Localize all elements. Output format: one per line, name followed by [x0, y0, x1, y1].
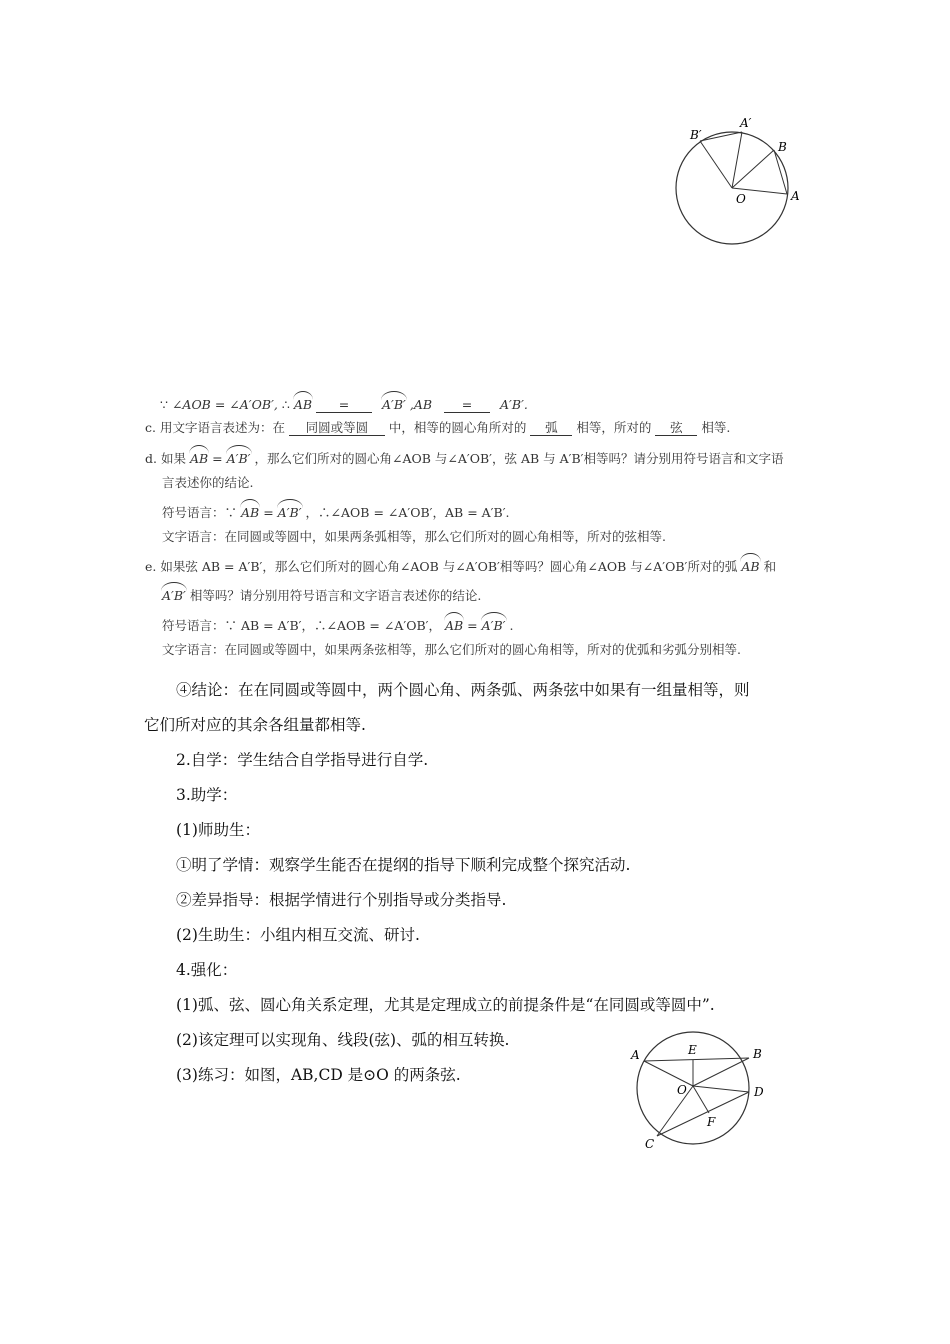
label-b: B [753, 1047, 762, 1061]
blank-arc-equal: = [316, 398, 372, 413]
item-e-line2 [162, 586, 481, 604]
radius-od [693, 1086, 749, 1092]
item-d-rest: ，那么它们所对的圆心角∠AOB 与∠A′OB′，弦 AB 与 A′B′相等吗？请分别用符号语言和文字语 [254, 451, 784, 466]
label-e: E [688, 1043, 697, 1057]
item-c-mid1: 中，相等的圆心角所对的 [388, 420, 527, 435]
chord-ab [644, 1058, 749, 1061]
line-because [160, 395, 528, 413]
equal-sign: = [212, 451, 223, 466]
chord-apbp-text: A′B′. [500, 397, 528, 412]
blank-chord: 弦 [655, 421, 697, 436]
item-c-end: 相等. [701, 420, 731, 435]
equal-sign: = [263, 505, 274, 520]
conclusion-line1: ④结论：在在同圆或等圆中，两个圆心角、两条弧、两条弦中如果有一组量相等，则 [176, 681, 750, 699]
segment-of [693, 1086, 709, 1113]
equal-sign: = [467, 618, 478, 633]
item-d-verbal: 文字语言：在同圆或等圆中，如果两条弧相等，那么它们所对的圆心角相等，所对的弦相等. [162, 529, 666, 544]
item-e-symbolic [162, 616, 513, 634]
label-o: O [736, 192, 746, 206]
arc-aprime-bprime: A′B′ [481, 618, 506, 633]
symbolic-rest: ，∴∠AOB = ∠A′OB′，AB = A′B′. [305, 505, 510, 520]
symbolic-prefix: 符号语言：∵ [162, 505, 238, 520]
chord-ab-text: ,AB [409, 397, 433, 412]
label-b-prime: B′ [690, 128, 702, 142]
radius-ob [693, 1058, 749, 1086]
arc-ab: AB [189, 451, 209, 466]
strengthen-title: 4.强化： [176, 961, 238, 979]
angle-equation: ∠AOB = ∠A′OB′, [171, 397, 278, 412]
label-b: B [778, 140, 787, 154]
item-d-prefix: d. 如果 [145, 451, 186, 466]
radius-oc [657, 1086, 693, 1136]
item-e-verbal: 文字语言：在同圆或等圆中，如果两条弦相等，那么它们所对的圆心角相等，所对的优弧和劣弧分别相等. [162, 642, 741, 657]
figure-two-chords [625, 1028, 775, 1153]
arc-ab: AB [293, 397, 313, 412]
item-c-mid2: 相等，所对的 [576, 420, 652, 435]
therefore-symbol: ∴ [281, 397, 290, 412]
blank-chord-equal: = [444, 398, 490, 413]
help-student: (2)生助生：小组内相互交流、研讨. [176, 926, 420, 944]
item-e-line1 [145, 557, 776, 575]
blank-same-circle: 同圆或等圆 [289, 421, 385, 436]
strengthen-2: (2)该定理可以实现角、线段(弦)、弧的相互转换. [176, 1031, 510, 1049]
label-a: A [631, 1048, 640, 1062]
self-study: 2.自学：学生结合自学指导进行自学. [176, 751, 429, 769]
label-a-prime: A′ [740, 116, 752, 130]
radius-ob [732, 150, 774, 188]
radius-oaprime [732, 132, 742, 188]
help-teacher-a: ①明了学情：观察学生能否在提纲的指导下顺利完成整个探究活动. [176, 856, 631, 874]
item-e-line1-prefix: e. 如果弦 AB = A′B′，那么它们所对的圆心角∠AOB 与∠A′OB′相等吗？圆心角∠AOB 与∠A′OB′所对的弧 [145, 559, 738, 574]
arc-aprime-bprime: A′B′ [162, 588, 186, 603]
symbolic-prefix: 符号语言：∵ AB = A′B′，∴∠AOB = ∠A′OB′， [162, 618, 441, 633]
arc-ab: AB [444, 618, 464, 633]
radius-obprime [700, 141, 732, 188]
arc-aprime-bprime: A′B′ [226, 451, 251, 466]
item-e-line2-rest: 相等吗？请分别用符号语言和文字语言表述你的结论. [189, 588, 482, 603]
help-title: 3.助学： [176, 786, 238, 804]
item-c [145, 418, 730, 436]
symbolic-end: . [509, 618, 514, 633]
chord-cd [657, 1092, 749, 1136]
arc-ab: AB [241, 505, 260, 520]
item-e-line1-end: 和 [763, 559, 777, 574]
label-a: A [791, 189, 800, 203]
item-d-line1 [145, 449, 784, 467]
strengthen-1: (1)弧、弦、圆心角关系定理，尤其是定理成立的前提条件是“在同圆或等圆中”. [176, 996, 715, 1014]
blank-arc: 弧 [530, 421, 572, 436]
help-teacher-b: ②差异指导：根据学情进行个别指导或分类指导. [176, 891, 507, 909]
arc-aprime-bprime: A′B′ [277, 505, 302, 520]
label-o: O [677, 1083, 687, 1097]
because-symbol: ∵ [160, 397, 168, 412]
figure-circle-arcs [660, 110, 820, 255]
item-d-line2: 言表述你的结论. [162, 475, 254, 490]
strengthen-3: (3)练习：如图，AB,CD 是⊙O 的两条弦. [176, 1066, 461, 1084]
item-c-prefix: c. 用文字语言表述为：在 [145, 420, 285, 435]
conclusion-line2: 它们所对应的其余各组量都相等. [144, 716, 366, 734]
help-teacher: (1)师助生： [176, 821, 260, 839]
label-d: D [754, 1085, 764, 1099]
item-d-symbolic [162, 503, 510, 521]
label-c: C [645, 1137, 655, 1151]
label-f: F [707, 1115, 716, 1129]
arc-ab: AB [741, 559, 760, 574]
arc-aprime-bprime: A′B′ [382, 397, 406, 412]
